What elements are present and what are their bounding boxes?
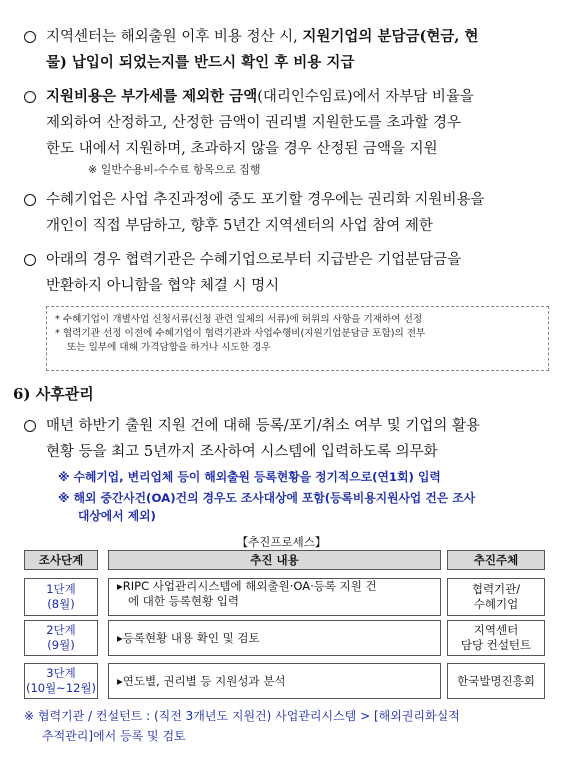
blue-note-line: 대상에서 제외) (78, 509, 156, 523)
circle-bullet-icon (24, 31, 36, 43)
circle-bullet-icon (24, 194, 36, 206)
bullet-text: 반환하지 아니함을 협약 체결 시 명시 (46, 278, 280, 294)
header-stage: 조사단계 (24, 550, 98, 570)
bullet-support-cost (24, 84, 549, 162)
content-text: 에 대한 등록현황 입력 (128, 594, 239, 608)
circle-bullet-icon (24, 91, 36, 103)
owner-text: 수혜기업 (473, 597, 519, 611)
expense-item-note: ※ 일반수용비-수수료 항목으로 집행 (88, 163, 261, 176)
case-item: * 협력기관 선정 이전에 수혜기업이 협력기관과 사업수행비(지원기업분담금 포함)의 전부 (55, 328, 426, 339)
bullet-text: 매년 하반기 출원 지원 건에 대해 등록/포기/취소 여부 및 기업의 활용 (46, 418, 481, 434)
case-item-continued: 또는 일부에 대해 가격담합을 하거나 시도한 경우 (67, 342, 271, 353)
blue-note-line: ※ 해외 중간사건(OA)건의 경우도 조사대상에 포함(등록비용지원사업 건은 조사 (58, 491, 476, 505)
stage-period: (8월) (47, 597, 75, 611)
table-row-stage (24, 578, 98, 616)
bullet-text: 현황 등을 최고 5년까지 조사하여 시스템에 입력하도록 의무화 (46, 444, 438, 460)
blue-note-registration: ※ 수혜기업, 변리업체 등이 해외출원 등록현황을 정기적으로(연1회) 입력 (58, 470, 441, 484)
bullet-text: 수혜기업은 사업 추진과정에 중도 포기할 경우에는 권리화 지원비용을 (46, 192, 485, 208)
stage-label: 1단계 (46, 582, 76, 596)
table-row-owner (447, 620, 545, 656)
non-refund-cases-box (46, 306, 549, 371)
circle-bullet-icon (24, 420, 36, 432)
footer-note-line: ※ 협력기관 / 컨설턴트 : (직전 3개년도 지원건) 사업관리시스템 > [해외권리화실적 (24, 709, 460, 723)
owner-text: 협력기관/ (471, 582, 521, 596)
table-row-owner (447, 578, 545, 616)
bullet-text: (대리인수임료)에서 자부담 비율을 (257, 89, 474, 105)
stage-label: 2단계 (46, 623, 76, 637)
header-owner: 추진주체 (447, 550, 545, 570)
blue-note-oa (58, 489, 475, 525)
bullet-bold-text: 지원기업의 분담금(현금, 현 (302, 28, 479, 45)
bullet-text: 한도 내에서 지원하며, 초과하지 않을 경우 산정된 금액을 지원 (46, 141, 438, 157)
table-row-owner: 한국발명진흥회 (447, 663, 545, 699)
owner-text: 담당 컨설턴트 (460, 638, 532, 652)
section-title: 6) 사후관리 (13, 385, 94, 403)
bullet-aftercare (24, 413, 549, 465)
circle-bullet-icon (24, 254, 36, 266)
table-row-stage (24, 663, 98, 699)
footer-note (24, 706, 554, 746)
stage-label: 3단계 (46, 666, 76, 680)
table-row-content: ▸연도별, 권리별 등 지원성과 분석 (108, 663, 441, 699)
case-item: * 수혜기업이 개별사업 신청서류(신청 관련 일체의 서류)에 허위의 사항을 기재하여 선정 (55, 314, 423, 325)
owner-text: 지역센터 (473, 623, 519, 637)
process-title: 【추진프로세스】 (236, 535, 327, 549)
footer-note-line: 추적관리]에서 등록 및 검토 (42, 729, 186, 743)
stage-period: (9월) (47, 638, 75, 652)
table-row-content: ▸등록현황 내용 확인 및 검토 (108, 620, 441, 656)
bullet-text: 개인이 직접 부담하고, 향후 5년간 지역센터의 사업 참여 제한 (46, 218, 433, 234)
bullet-text: 아래의 경우 협력기관은 수혜기업으로부터 지급받은 기업분담금을 (46, 252, 462, 268)
table-row-content (108, 578, 441, 616)
content-text: ▸RIPC 사업관리시스템에 해외출원·OA·등록 지원 건 (117, 579, 377, 593)
bullet-text: 제외하여 산정하고, 산정한 금액이 권리별 지원한도를 초과할 경우 (46, 115, 462, 131)
bullet-text: 지역센터는 해외출원 이후 비용 정산 시, (46, 29, 303, 45)
bullet-payment-check (24, 24, 549, 76)
table-row-stage (24, 620, 98, 656)
bullet-bold-text: 물) 납입이 되었는지를 반드시 확인 후 비용 지급 (46, 54, 355, 71)
stage-period: (10월~12월) (25, 681, 97, 695)
bullet-bold-text: 지원비용은 부가세를 제외한 금액 (46, 88, 258, 105)
bullet-non-refund (24, 247, 549, 299)
header-content: 추진 내용 (108, 550, 441, 570)
bullet-withdrawal (24, 187, 549, 239)
